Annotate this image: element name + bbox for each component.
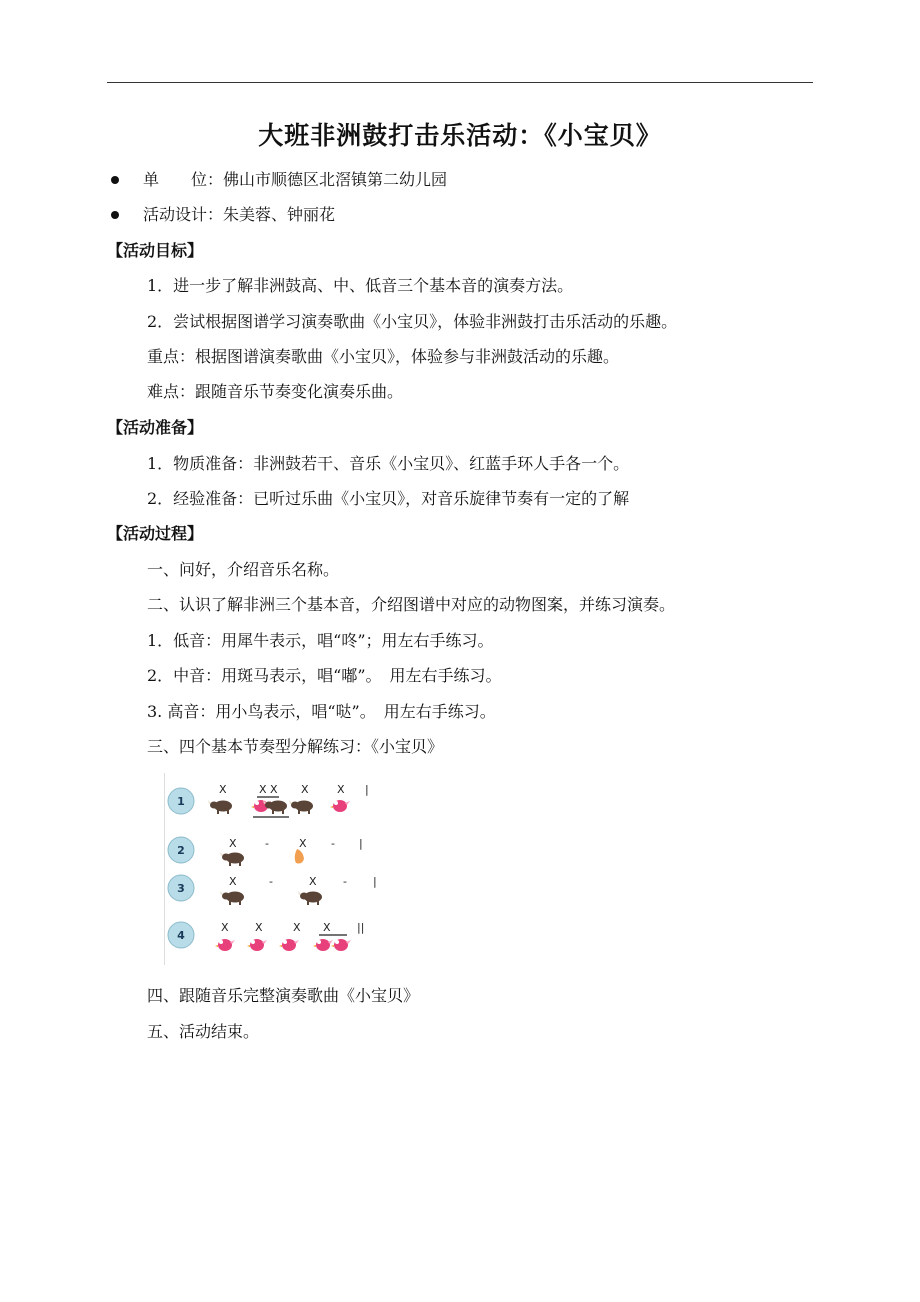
bar-line: | <box>365 783 369 796</box>
beat-mark: - <box>343 875 347 888</box>
difficulty-point: 难点：跟随音乐节奏变化演奏乐曲。 <box>147 382 404 401</box>
row-number: 4 <box>177 929 185 942</box>
design-label: 活动设计： <box>143 205 224 224</box>
bird-icon <box>313 939 333 951</box>
beat-mark: - <box>269 875 273 888</box>
rhino-icon <box>263 800 287 814</box>
bird-icon <box>279 939 299 951</box>
process-header: 【活动过程】 <box>107 524 204 543</box>
rhino-icon <box>289 800 313 814</box>
beat-mark: X X <box>259 783 278 796</box>
hand-icon <box>295 849 304 864</box>
process-item: 一、问好，介绍音乐名称。 <box>147 560 340 579</box>
beat-mark: X <box>229 837 237 850</box>
beat-mark: X <box>309 875 317 888</box>
design-line <box>143 204 335 226</box>
top-rule <box>107 82 813 83</box>
process-item: 二、认识了解非洲三个基本音，介绍图谱中对应的动物图案，并练习演奏。 <box>147 595 676 614</box>
goal-item: 2．尝试根据图谱学习演奏歌曲《小宝贝》，体验非洲鼓打击乐活动的乐趣。 <box>147 312 678 331</box>
beat-mark: X <box>229 875 237 888</box>
rhythm-row-1 <box>168 783 369 817</box>
row-number: 1 <box>177 795 185 808</box>
process-item: 2．中音：用斑马表示，唱“嘟”。 用左右手练习。 <box>147 666 502 685</box>
beat-mark: X <box>301 783 309 796</box>
beat-mark: X <box>255 921 263 934</box>
rhino-icon <box>220 852 244 866</box>
bullet-dot <box>111 176 119 184</box>
prep-header: 【活动准备】 <box>107 418 204 437</box>
process-item: 四、跟随音乐完整演奏歌曲《小宝贝》 <box>147 986 420 1005</box>
bird-icon <box>331 939 351 951</box>
bird-icon <box>330 800 350 812</box>
goals-header: 【活动目标】 <box>107 241 204 260</box>
rhino-icon <box>220 891 244 905</box>
rhythm-row-4 <box>168 921 364 951</box>
beat-mark: X <box>219 783 227 796</box>
beat-mark: - <box>265 837 269 850</box>
bird-icon <box>215 939 235 951</box>
beat-mark: X <box>323 921 331 934</box>
bar-line: | <box>359 837 363 850</box>
process-item: 五、活动结束。 <box>147 1022 260 1041</box>
rhythm-row-3 <box>168 875 377 905</box>
beat-mark: - <box>331 837 335 850</box>
beat-mark: X <box>293 921 301 934</box>
goal-item: 1．进一步了解非洲鼓高、中、低音三个基本音的演奏方法。 <box>147 276 574 295</box>
rhythm-row-2 <box>168 837 363 866</box>
beat-mark: X <box>221 921 229 934</box>
process-item: 3. 高音：用小鸟表示，唱“哒”。 用左右手练习。 <box>147 702 496 721</box>
rhino-icon <box>298 891 322 905</box>
key-point: 重点：根据图谱演奏歌曲《小宝贝》，体验参与非洲鼓活动的乐趣。 <box>147 347 620 366</box>
process-item: 三、四个基本节奏型分解练习：《小宝贝》 <box>147 737 444 756</box>
process-item: 1．低音：用犀牛表示，唱“咚”；用左右手练习。 <box>147 631 494 650</box>
prep-item: 2．经验准备：已听过乐曲《小宝贝》，对音乐旋律节奏有一定的了解 <box>147 489 630 508</box>
bar-line: || <box>357 921 365 934</box>
beat-mark: X <box>299 837 307 850</box>
row-number: 2 <box>177 844 185 857</box>
bar-line: | <box>373 875 377 888</box>
rhythm-score-image <box>164 773 395 965</box>
bird-icon <box>247 939 267 951</box>
rhythm-score-svg <box>165 773 395 965</box>
rhino-icon <box>208 800 232 814</box>
prep-item: 1．物质准备：非洲鼓若干、音乐《小宝贝》、红蓝手环人手各一个。 <box>147 454 630 473</box>
design-value: 朱美蓉、钟丽花 <box>223 205 336 224</box>
bullet-dot <box>111 211 119 219</box>
row-number: 3 <box>177 882 185 895</box>
unit-line <box>143 169 447 191</box>
unit-label: 单 位： <box>143 170 224 189</box>
document-title: 大班非洲鼓打击乐活动：《小宝贝》 <box>258 121 662 150</box>
unit-value: 佛山市顺德区北滘镇第二幼儿园 <box>223 170 448 189</box>
beat-mark: X <box>337 783 345 796</box>
